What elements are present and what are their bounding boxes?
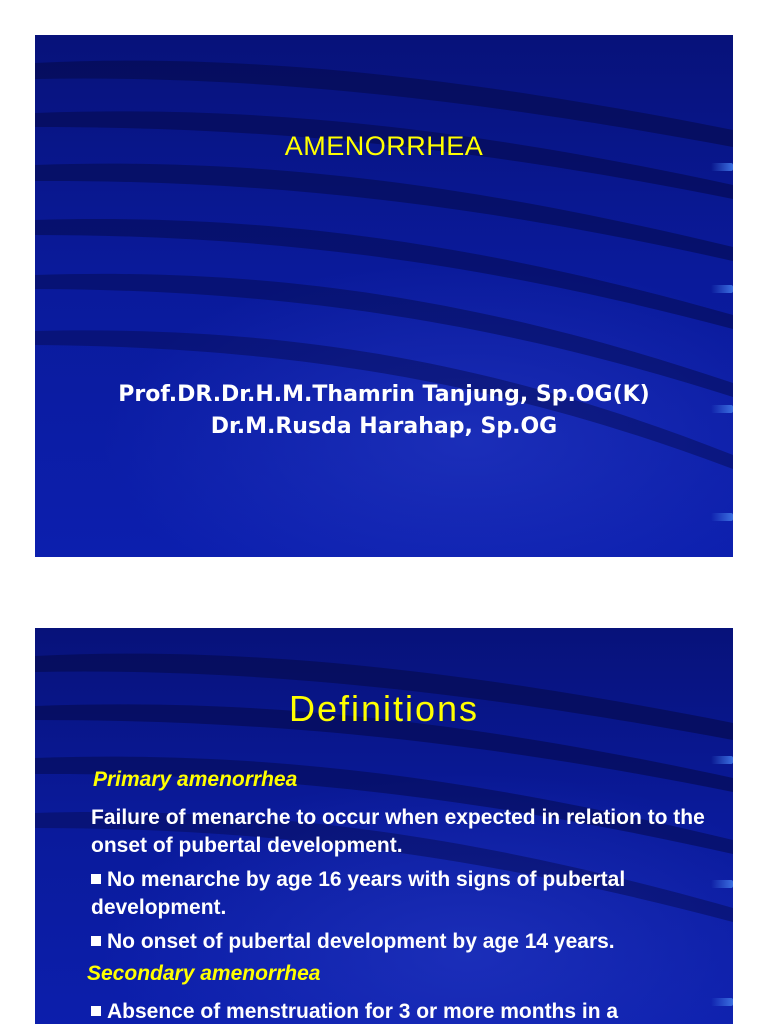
edge-tick-mark	[711, 998, 733, 1006]
square-bullet-icon	[91, 936, 101, 946]
primary-text: Failure of menarche to occur when expected in relation to the onset of pubertal development.	[91, 806, 705, 857]
title-slide	[35, 35, 733, 557]
edge-tick-mark	[711, 880, 733, 888]
bullet-item	[91, 928, 705, 956]
secondary-heading: Secondary amenorrhea	[87, 962, 321, 985]
square-bullet-icon	[91, 874, 101, 884]
slide-title: AMENORRHEA	[284, 131, 484, 161]
author-line: Prof.DR.Dr.H.M.Thamrin Tanjung, Sp.OG(K)	[118, 382, 650, 407]
edge-tick-mark	[711, 163, 733, 171]
edge-tick-mark	[711, 756, 733, 764]
bullet-text: Absence of menstruation for 3 or more months in a	[107, 1000, 619, 1023]
definitions-slide	[35, 628, 733, 1024]
definitions-body	[85, 768, 705, 1024]
background-swoosh	[35, 35, 733, 557]
bullet-text: No onset of pubertal development by age 14 years.	[107, 930, 615, 953]
edge-tick-mark	[711, 285, 733, 293]
author-line: Dr.M.Rusda Harahap, Sp.OG	[210, 414, 558, 439]
edge-tick-mark	[711, 513, 733, 521]
primary-heading: Primary amenorrhea	[93, 768, 298, 791]
slide-title: Definitions	[288, 688, 480, 729]
bullet-item	[91, 866, 705, 922]
author-list	[35, 379, 733, 443]
square-bullet-icon	[91, 1006, 101, 1016]
bullet-text: No menarche by age 16 years with signs of pubertal development.	[91, 868, 626, 919]
bullet-item	[91, 998, 705, 1024]
